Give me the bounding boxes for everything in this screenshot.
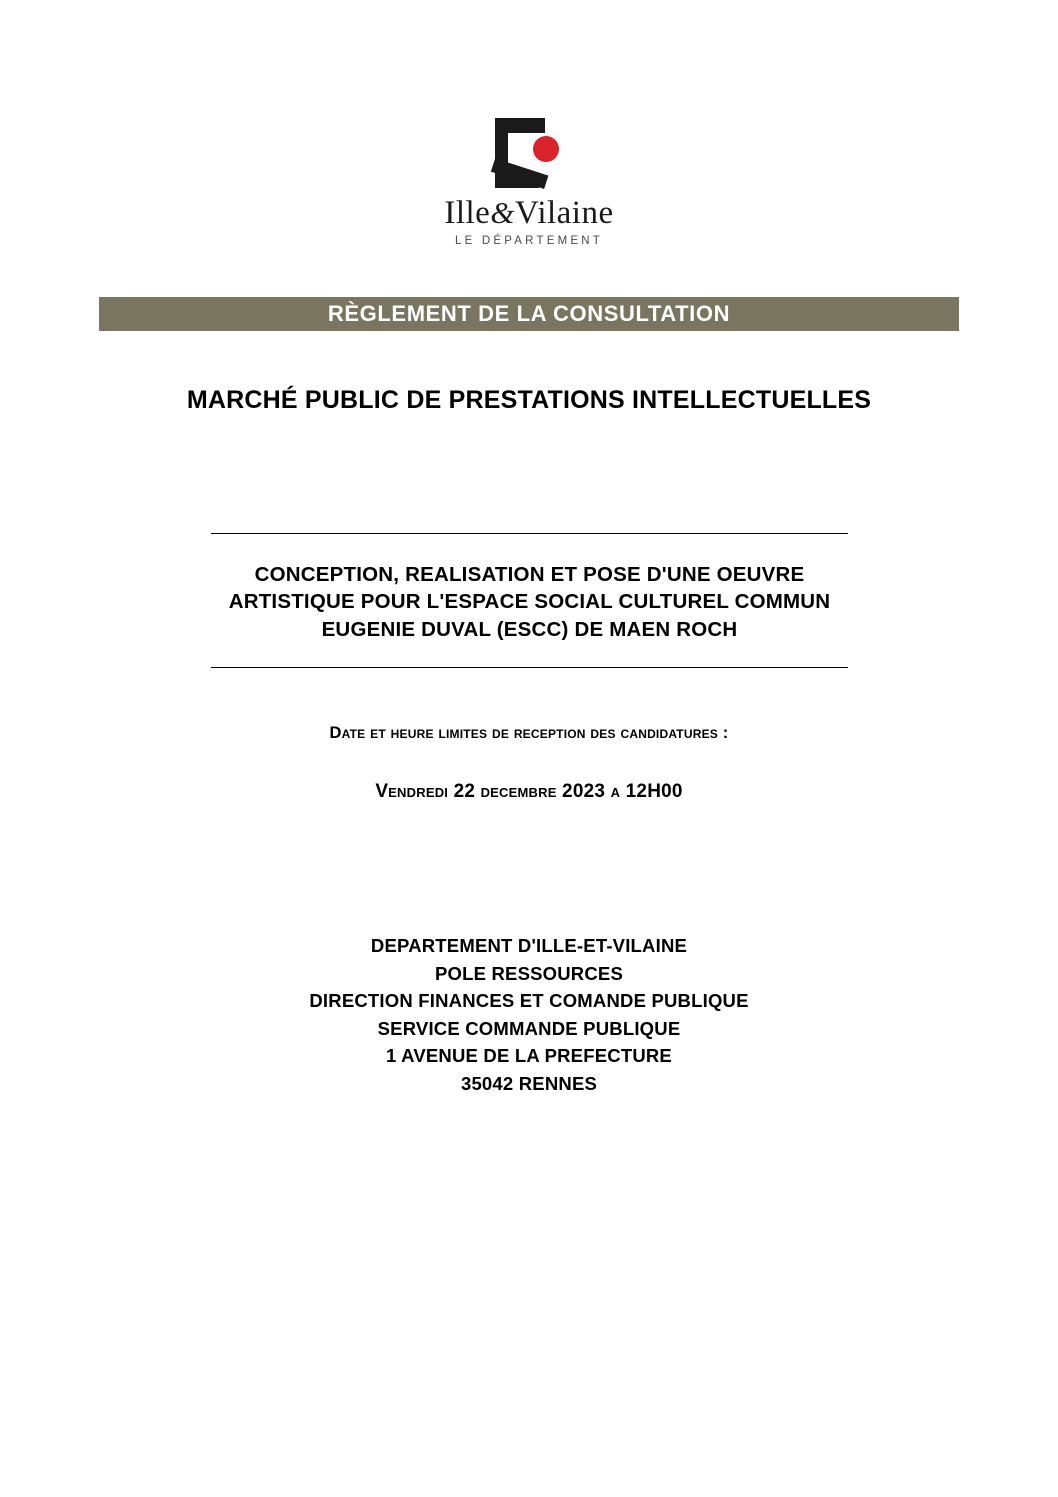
logo-wordmark-ampersand: & bbox=[490, 195, 515, 230]
deadline-value: Vendredi 22 decembre 2023 a 12H00 bbox=[375, 781, 683, 802]
buyer-line: 35042 RENNES bbox=[460, 1072, 598, 1094]
buyer-line: 1 AVENUE DE LA PREFECTURE bbox=[386, 1045, 672, 1067]
buyer-line: POLE RESSOURCES bbox=[434, 962, 624, 984]
buyer-line: DEPARTEMENT D'ILLE-ET-VILAINE bbox=[370, 935, 688, 956]
ille-et-vilaine-logo-icon bbox=[483, 118, 575, 188]
market-type-heading: MARCHÉ PUBLIC DE PRESTATIONS INTELLECTUELLES bbox=[186, 386, 872, 414]
logo-wordmark-part1: Ille bbox=[444, 195, 491, 231]
deadline-label: Date et heure limites de reception des candidatures : bbox=[329, 724, 729, 742]
buyer-line: DIRECTION FINANCES ET COMANDE PUBLIQUE bbox=[309, 990, 749, 1012]
document-title-banner bbox=[99, 297, 959, 331]
logo-block bbox=[0, 118, 1058, 247]
buyer-address-block bbox=[0, 932, 1058, 1097]
buyer-line: SERVICE COMMANDE PUBLIQUE bbox=[377, 1017, 681, 1039]
document-title: RÈGLEMENT DE LA CONSULTATION bbox=[327, 301, 731, 326]
object-title: CONCEPTION, REALISATION ET POSE D'UNE OEUVRE ARTISTIQUE POUR L'ESPACE SOCIAL CULTUREL COMMUN EUGENIE DUVAL (ESCC) DE MAEN ROCH bbox=[228, 563, 831, 641]
logo-wordmark bbox=[444, 196, 613, 231]
logo-wordmark-part2: Vilaine bbox=[514, 195, 614, 231]
logo-subtitle: LE DÉPARTEMENT bbox=[455, 234, 603, 247]
object-frame bbox=[211, 533, 848, 668]
object-rule-bottom bbox=[211, 667, 848, 668]
